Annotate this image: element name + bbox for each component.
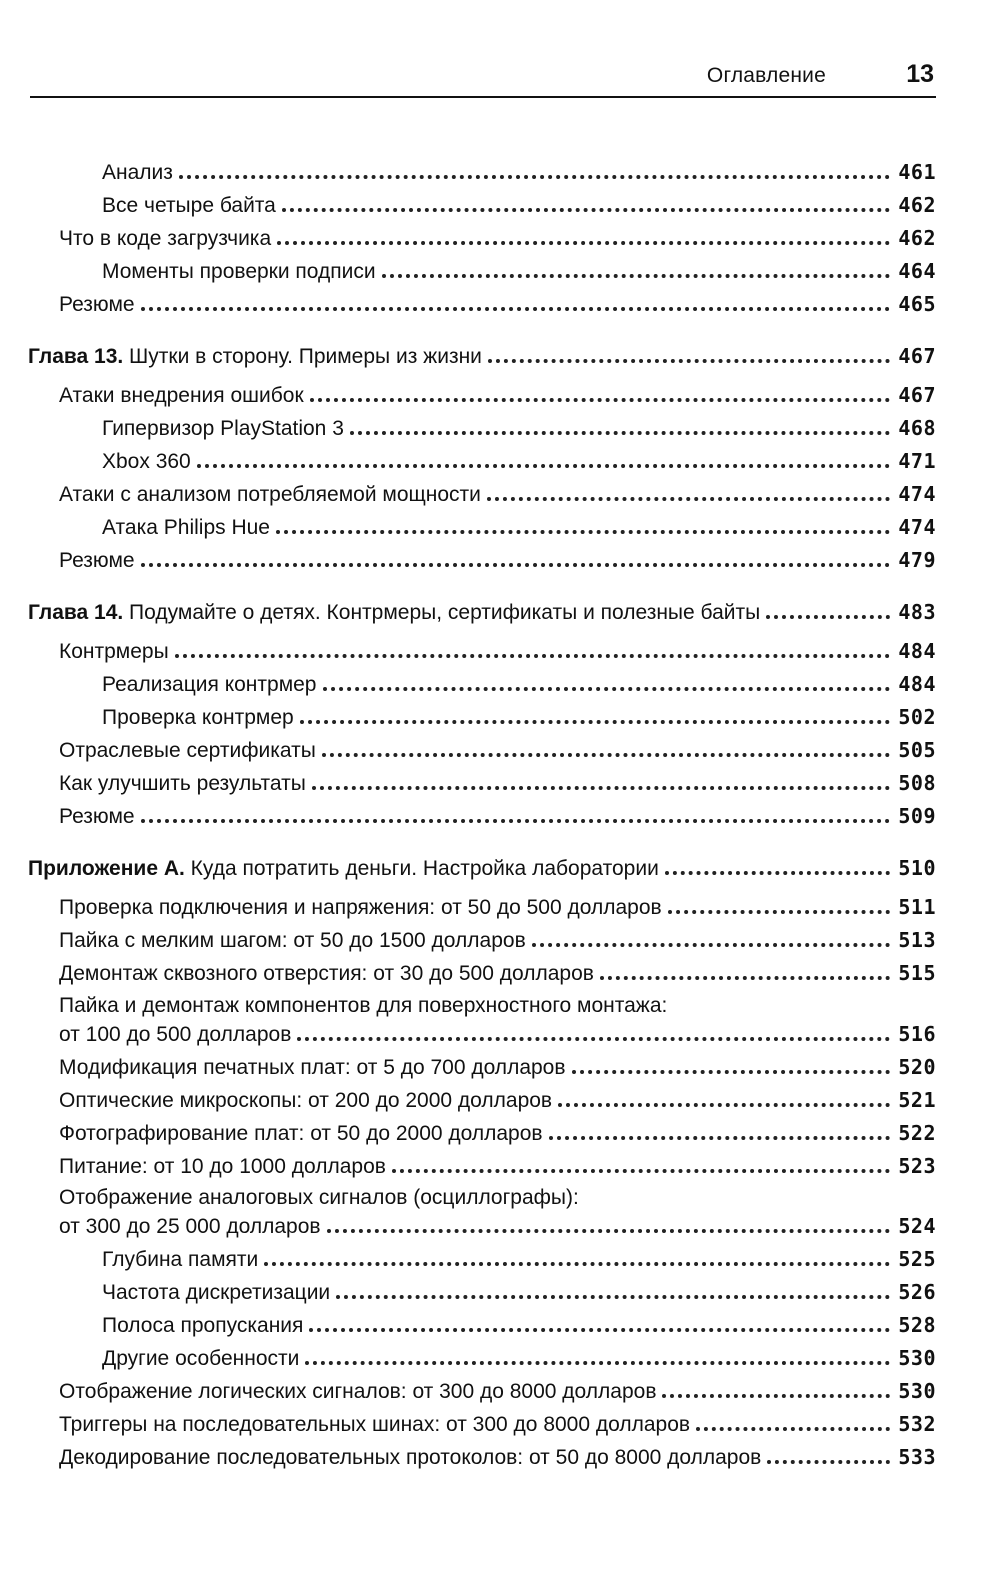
toc-entry-page: 479: [898, 548, 936, 572]
toc-entry-page: 528: [898, 1313, 936, 1337]
toc-entry-page: 525: [898, 1247, 936, 1271]
dot-leader: [392, 1169, 890, 1173]
dot-leader: [276, 530, 890, 534]
toc-entry-title: Атака Philips Hue: [102, 516, 270, 539]
toc-entry-title: Пайка с мелким шагом: от 50 до 1500 долларов: [59, 929, 526, 952]
dot-leader: [309, 1328, 890, 1332]
toc-entry[interactable]: [59, 1212, 936, 1241]
dot-leader: [305, 1361, 890, 1365]
toc-entry-title: Xbox 360: [102, 450, 191, 473]
dot-leader: [488, 359, 890, 363]
toc-entry[interactable]: [102, 447, 936, 476]
toc-entry-title: Модификация печатных плат: от 5 до 700 долларов: [59, 1056, 566, 1079]
toc-entry[interactable]: [59, 290, 936, 319]
toc-entry-title: Резюме: [59, 549, 135, 572]
toc-entry-page: 515: [898, 961, 936, 985]
toc-entry[interactable]: [59, 1020, 936, 1049]
running-header: [30, 58, 936, 98]
dot-leader: [766, 615, 890, 619]
toc-entry-page: 521: [898, 1088, 936, 1112]
toc-entry-page: 462: [898, 193, 936, 217]
toc-entry-page: 467: [898, 344, 936, 368]
dot-leader: [336, 1295, 890, 1299]
dot-leader: [549, 1136, 891, 1140]
toc-entry-page: 532: [898, 1412, 936, 1436]
chapter-title: Подумайте о детях. Контрмеры, сертификаты и полезные байты: [123, 601, 761, 624]
toc-entry[interactable]: [102, 414, 936, 443]
toc-entry[interactable]: [59, 1443, 936, 1472]
toc-entry-page: 465: [898, 292, 936, 316]
toc-entry-title: Частота дискретизации: [102, 1281, 331, 1304]
toc-entry[interactable]: [102, 1245, 936, 1274]
toc-entry-page: 468: [898, 416, 936, 440]
dot-leader: [767, 1460, 890, 1464]
chapter-title: Куда потратить деньги. Настройка лаборатории: [184, 857, 659, 880]
toc-entry-title: от 100 до 500 долларов: [59, 1023, 292, 1046]
dot-leader: [197, 464, 891, 468]
toc-entry[interactable]: [59, 224, 936, 253]
dot-leader: [558, 1103, 890, 1107]
chapter-label: Приложение А.: [28, 857, 185, 880]
dot-leader: [327, 1229, 891, 1233]
toc-entry-title: Резюме: [59, 805, 135, 828]
toc-entry-page: 513: [898, 928, 936, 952]
toc-entry-title: Контрмеры: [59, 640, 169, 663]
header-title: Оглавление: [706, 64, 826, 87]
dot-leader: [310, 398, 891, 402]
dot-leader: [322, 753, 891, 757]
dot-leader: [141, 819, 891, 823]
toc-entry-title: Моменты проверки подписи: [102, 260, 376, 283]
dot-leader: [175, 654, 891, 658]
toc-entry-page: 471: [898, 449, 936, 473]
toc-entry-page: 533: [898, 1445, 936, 1469]
toc-entry[interactable]: [59, 637, 936, 666]
chapter-title: Шутки в сторону. Примеры из жизни: [123, 345, 482, 368]
toc-entry-title: Что в коде загрузчика: [59, 227, 272, 250]
toc-entry-page: 484: [898, 672, 936, 696]
toc-entry[interactable]: [59, 381, 936, 410]
toc-entry-title: Атаки внедрения ошибок: [59, 384, 304, 407]
toc-entry-page: 484: [898, 639, 936, 663]
dot-leader: [282, 208, 891, 212]
toc-entry-title: Глубина памяти: [102, 1248, 259, 1271]
toc-entry-title: Все четыре байта: [102, 194, 276, 217]
toc-entry[interactable]: [59, 1410, 936, 1439]
dot-leader: [665, 871, 891, 875]
toc-entry-title: Реализация контрмер: [102, 673, 317, 696]
header-page-number: 13: [906, 60, 934, 88]
toc-entry[interactable]: [59, 1053, 936, 1082]
toc-entry[interactable]: [59, 736, 936, 765]
toc-entry-page: 502: [898, 705, 936, 729]
toc-entry-title: Проверка подключения и напряжения: от 50 до 500 долларов: [59, 896, 662, 919]
toc-entry[interactable]: [59, 1086, 936, 1115]
toc-entry-page: 511: [898, 895, 936, 919]
dot-leader: [179, 175, 890, 179]
toc-entry-page: 509: [898, 804, 936, 828]
toc-entry-title: Другие особенности: [102, 1347, 300, 1370]
toc-entry[interactable]: [102, 513, 936, 542]
dot-leader: [300, 720, 891, 724]
dot-leader: [662, 1394, 890, 1398]
toc-entry-title: Отображение логических сигналов: от 300 до 8000 долларов: [59, 1380, 657, 1403]
dot-leader: [141, 307, 891, 311]
toc-entry-page: 461: [898, 160, 936, 184]
toc-entry-title: Как улучшить результаты: [59, 772, 306, 795]
toc-entry[interactable]: [102, 191, 936, 220]
toc-chapter-13[interactable]: [28, 342, 936, 371]
toc-entry[interactable]: [59, 893, 936, 922]
dot-leader: [696, 1427, 890, 1431]
toc-entry-line1: Отображение аналоговых сигналов (осциллографы):: [59, 1186, 579, 1209]
toc-entry-page: 474: [898, 515, 936, 539]
toc-entry-page: 510: [898, 856, 936, 880]
toc-entry-page: 530: [898, 1379, 936, 1403]
dot-leader: [487, 497, 890, 501]
chapter-label: Глава 13.: [28, 345, 124, 368]
toc-entry[interactable]: [102, 670, 936, 699]
toc-entry-page: 483: [898, 600, 936, 624]
toc-entry-page: 474: [898, 482, 936, 506]
toc-entry[interactable]: [59, 480, 936, 509]
toc-entry[interactable]: [59, 546, 936, 575]
toc-entry[interactable]: [59, 1152, 936, 1181]
toc-entry[interactable]: [102, 1278, 936, 1307]
dot-leader: [323, 687, 891, 691]
toc-entry[interactable]: [59, 1119, 936, 1148]
toc-chapter-14[interactable]: [28, 598, 936, 627]
toc-entry-page: 524: [898, 1214, 936, 1238]
dot-leader: [264, 1262, 890, 1266]
toc-entry[interactable]: [59, 769, 936, 798]
toc-entry[interactable]: [59, 926, 936, 955]
toc-entry-page: 508: [898, 771, 936, 795]
dot-leader: [141, 563, 891, 567]
toc-entry[interactable]: [102, 257, 936, 286]
toc-entry-title: Атаки с анализом потребляемой мощности: [59, 483, 481, 506]
toc-entry[interactable]: [102, 1311, 936, 1340]
dot-leader: [532, 943, 891, 947]
dot-leader: [572, 1070, 891, 1074]
toc-entry-title: Полоса пропускания: [102, 1314, 304, 1337]
toc-appendix-a[interactable]: [28, 854, 936, 883]
toc-entry-page: 522: [898, 1121, 936, 1145]
toc-entry[interactable]: [59, 959, 936, 988]
toc-entry[interactable]: [102, 158, 936, 187]
dot-leader: [277, 241, 890, 245]
chapter-label: Глава 14.: [28, 601, 124, 624]
toc-entry-title: Демонтаж сквозного отверстия: от 30 до 500 долларов: [59, 962, 594, 985]
toc-entry-page: 526: [898, 1280, 936, 1304]
toc-entry-title: Гипервизор PlayStation 3: [102, 417, 344, 440]
toc-entry-page: 516: [898, 1022, 936, 1046]
toc-entry-page: 530: [898, 1346, 936, 1370]
dot-leader: [350, 431, 891, 435]
toc-entry-page: 464: [898, 259, 936, 283]
dot-leader: [600, 976, 890, 980]
toc-entry-page: 462: [898, 226, 936, 250]
toc-entry-title: Триггеры на последовательных шинах: от 300 до 8000 долларов: [59, 1413, 691, 1436]
dot-leader: [312, 786, 891, 790]
toc-entry-page: 467: [898, 383, 936, 407]
toc-entry-page: 520: [898, 1055, 936, 1079]
toc-entry-title: от 300 до 25 000 долларов: [59, 1215, 321, 1238]
toc-entry-title: Резюме: [59, 293, 135, 316]
toc-entry[interactable]: [59, 802, 936, 831]
toc-entry[interactable]: [102, 1344, 936, 1373]
toc-entry-title: Отраслевые сертификаты: [59, 739, 316, 762]
toc-entry[interactable]: [102, 703, 936, 732]
dot-leader: [668, 910, 891, 914]
toc-entry-title: Оптические микроскопы: от 200 до 2000 долларов: [59, 1089, 553, 1112]
toc-entry[interactable]: [59, 1377, 936, 1406]
toc-entry-title: Проверка контрмер: [102, 706, 294, 729]
toc-entry-title: Фотографирование плат: от 50 до 2000 долларов: [59, 1122, 543, 1145]
toc-entry-page: 523: [898, 1154, 936, 1178]
toc-entry-title: Декодирование последовательных протоколов: от 50 до 8000 долларов: [59, 1446, 762, 1469]
toc-entry-title: Питание: от 10 до 1000 долларов: [59, 1155, 386, 1178]
dot-leader: [382, 274, 891, 278]
toc-entry-title: Анализ: [102, 161, 173, 184]
toc-entry-page: 505: [898, 738, 936, 762]
dot-leader: [297, 1037, 890, 1041]
toc-entry-line1: Пайка и демонтаж компонентов для поверхностного монтажа:: [59, 994, 668, 1017]
